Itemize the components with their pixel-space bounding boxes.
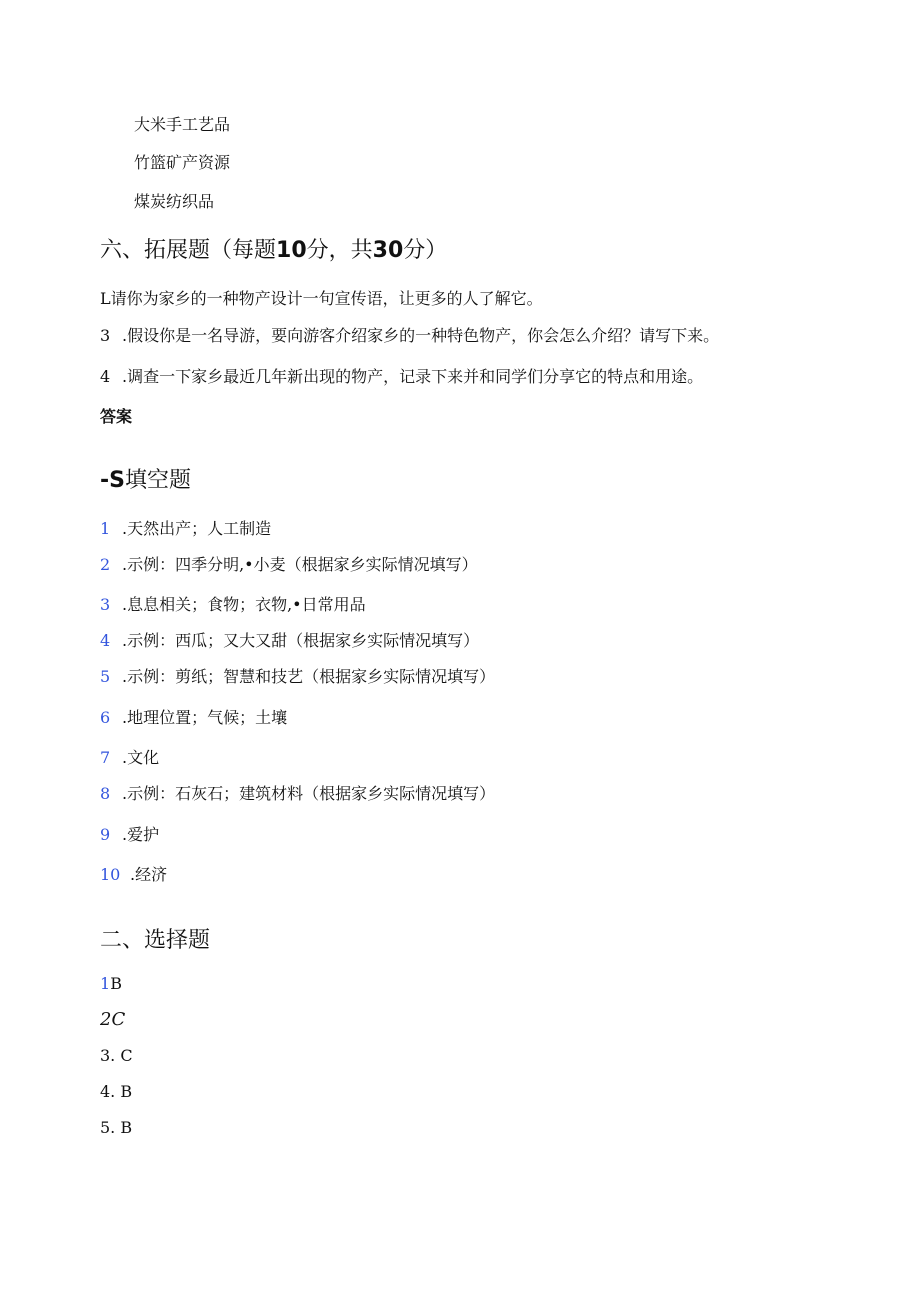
answer-item: 2 .示例：四季分明,•小麦（根据家乡实际情况填写） [100, 555, 478, 574]
list-item: 煤炭纺织品 [134, 192, 215, 211]
answer-item: 3 .息息相关；食物；衣物,•日常用品 [100, 595, 366, 614]
answer-item: 5 .示例：剪纸；智慧和技艺（根据家乡实际情况填写） [100, 667, 496, 686]
choice-answer: 3. C [100, 1046, 133, 1065]
answer-item: 8 .示例：石灰石；建筑材料（根据家乡实际情况填写） [100, 784, 496, 803]
question-1: L请你为家乡的一种物产设计一句宣传语，让更多的人了解它。 [100, 289, 543, 308]
answer-item: 7 .文化 [100, 748, 160, 767]
list-item: 大米手工艺品 [134, 115, 231, 134]
choice-answer: 4. B [100, 1082, 133, 1101]
answer-item: 9 .爱护 [100, 825, 160, 844]
answer-item: 10 .经济 [100, 865, 168, 884]
question-3: 3 .假设你是一名导游，要向游客介绍家乡的一种特色物产，你会怎么介绍？请写下来。 [100, 326, 720, 345]
section-heading-extension: 六、拓展题（每题10分，共30分） [100, 238, 448, 263]
answers-label: 答案 [100, 407, 133, 426]
section-heading-fill: -S填空题 [100, 468, 191, 493]
choice-answer: 1B [100, 974, 122, 993]
choice-answer: 5. B [100, 1118, 133, 1137]
answer-item: 1 .天然出产；人工制造 [100, 519, 272, 538]
answer-item: 4 .示例：西瓜；又大又甜（根据家乡实际情况填写） [100, 631, 480, 650]
section-heading-choice: 二、选择题 [100, 928, 211, 953]
choice-answer: 2C [100, 1009, 126, 1030]
question-4: 4 .调查一下家乡最近几年新出现的物产，记录下来并和同学们分享它的特点和用途。 [100, 367, 704, 386]
list-item: 竹篮矿产资源 [134, 153, 231, 172]
answer-item: 6 .地理位置；气候；土壤 [100, 708, 288, 727]
